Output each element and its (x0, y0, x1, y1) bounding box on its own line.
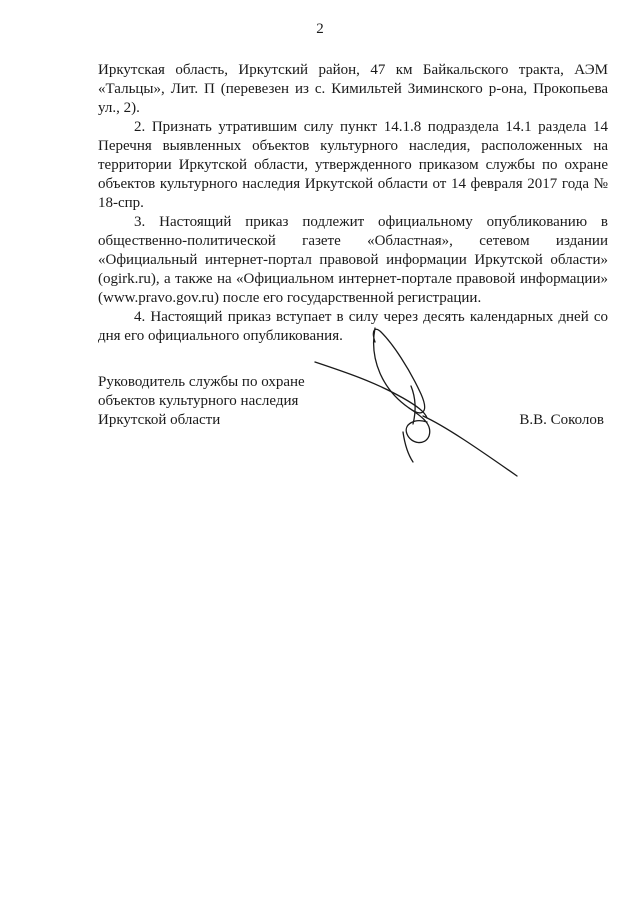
paragraph-3: 3. Настоящий приказ подлежит официальному опубликованию в общественно-политической газете «Областная», сетевом издании «Официальный интернет-портал правовой информации Иркутской области» (ogirk.ru), а также на «Официальном интернет-портале правовой информации» (www.pravo.gov.ru) после его государственной регистрации. (98, 214, 608, 306)
paragraph-continuation: Иркутская область, Иркутский район, 47 км Байкальского тракта, АЭМ «Тальцы», Лит. П (перевезен из с. Кимильтей Зиминского р-она, Прокопьева ул., 2). (98, 62, 608, 116)
paragraph-4: 4. Настоящий приказ вступает в силу через десять календарных дней со дня его официального опубликования. (98, 309, 608, 344)
document-body (98, 61, 608, 346)
page-number: 2 (316, 21, 324, 37)
paragraph-2: 2. Признать утратившим силу пункт 14.1.8 подраздела 14.1 раздела 14 Перечня выявленных объектов культурного наследия, расположенных на территории Иркутской области, утвержденного приказом службы по охране объектов культурного наследия Иркутской области от 14 февраля 2017 года № 18-спр. (98, 119, 608, 211)
signer-title: Руководитель службы по охране объектов культурного наследия Иркутской области (98, 374, 305, 428)
signature-block (98, 373, 608, 430)
signer-name: В.В. Соколов (519, 412, 604, 428)
